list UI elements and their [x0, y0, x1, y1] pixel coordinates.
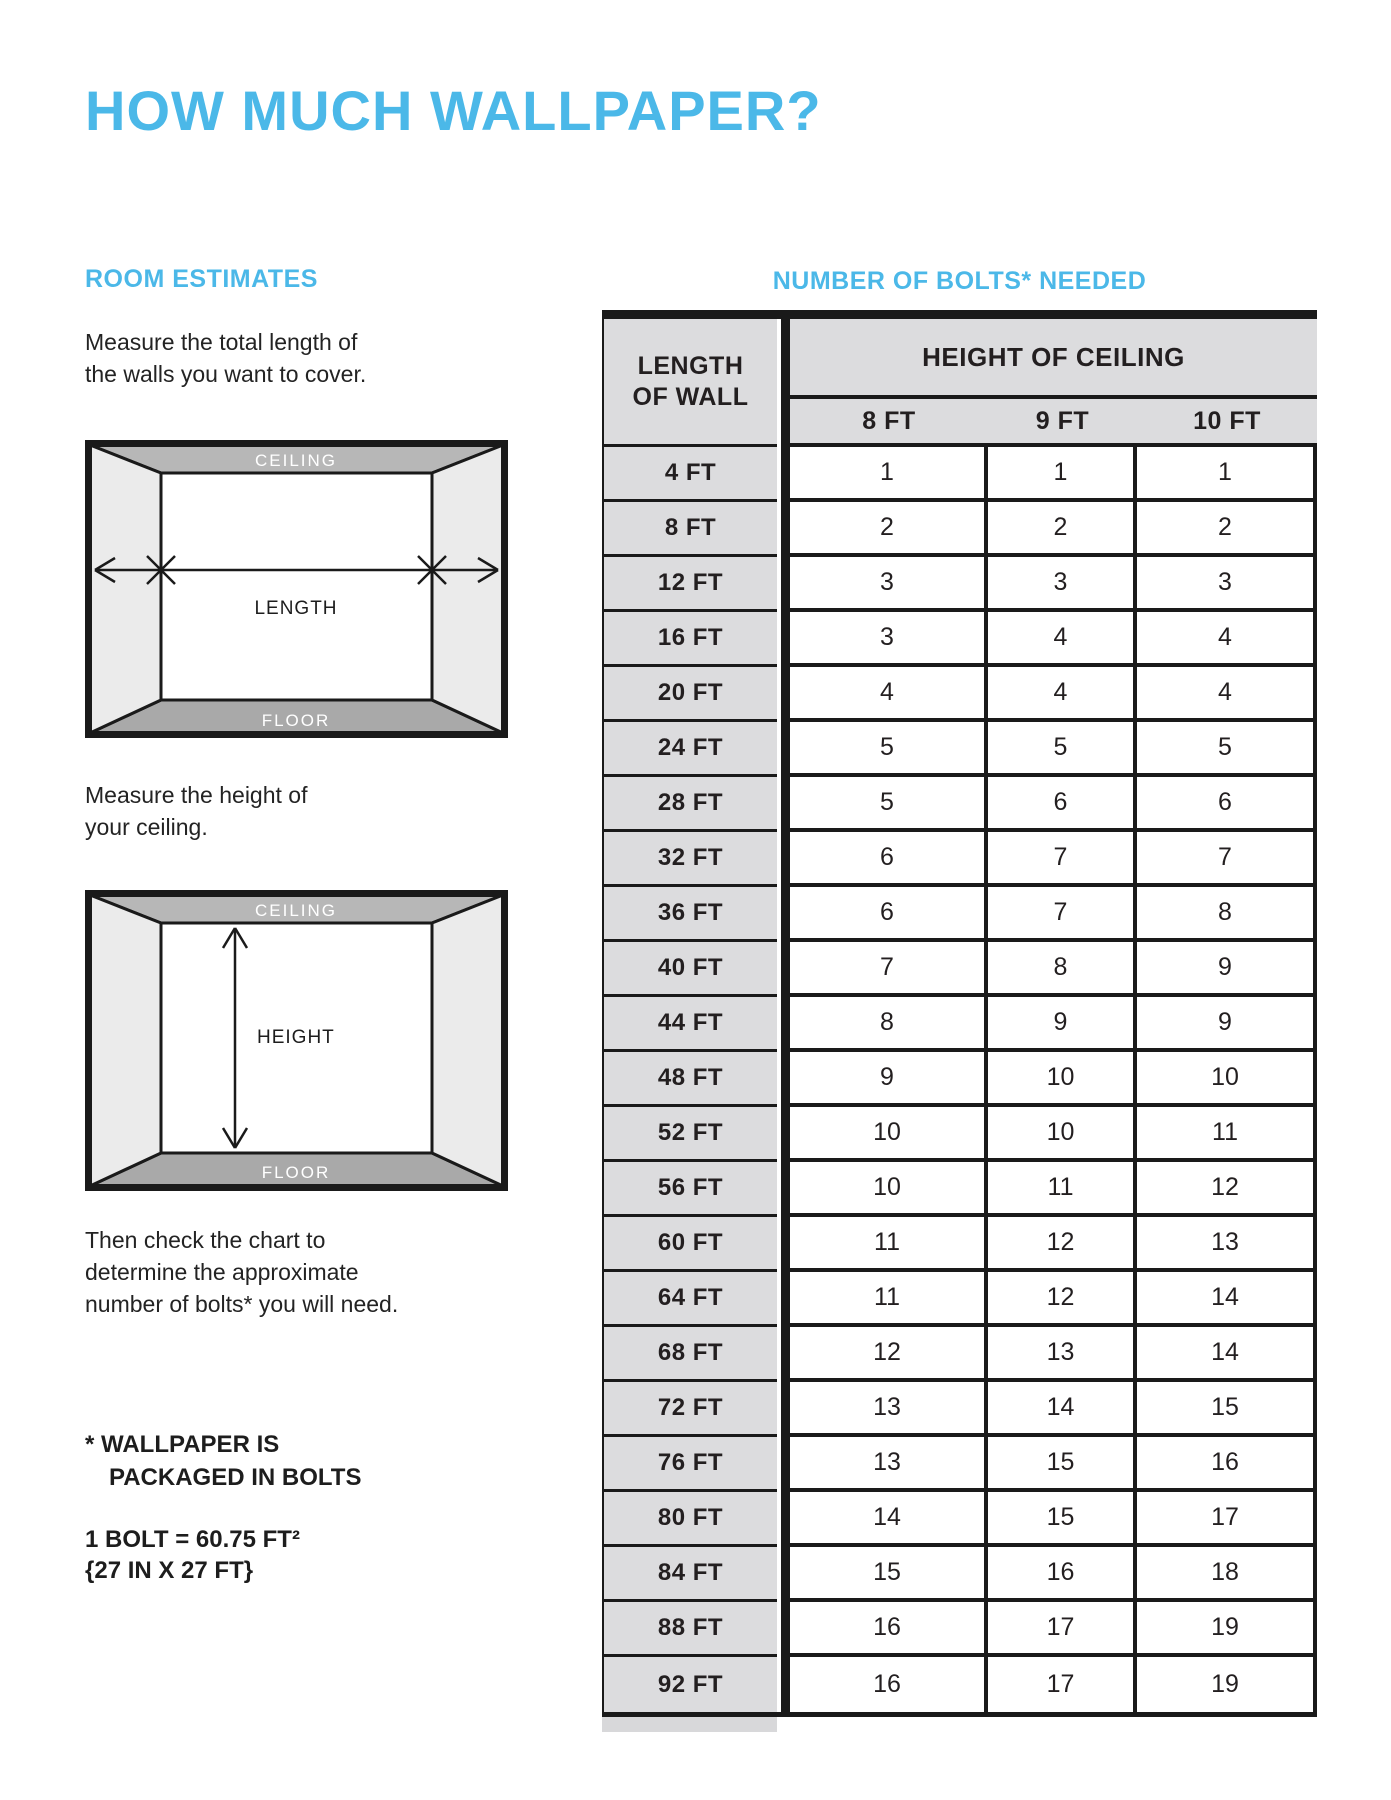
bolt-count-cell: 2 — [1137, 502, 1317, 553]
bolt-count-cell: 12 — [1137, 1162, 1317, 1213]
bolt-count-cell: 13 — [1137, 1217, 1317, 1268]
bolt-count-cell: 19 — [1137, 1657, 1317, 1712]
table-row — [790, 1217, 1317, 1272]
floor-label: FLOOR — [261, 1163, 331, 1182]
bolt-count-cell: 11 — [1137, 1107, 1317, 1158]
wall-length-cell: 48 FT — [602, 1052, 777, 1107]
bolt-count-cell: 4 — [988, 612, 1137, 663]
bolt-count-cell: 13 — [988, 1327, 1137, 1378]
bolt-count-cell: 6 — [790, 887, 988, 938]
bolt-count-cell: 10 — [790, 1162, 988, 1213]
table-row — [790, 1327, 1317, 1382]
table-row — [790, 502, 1317, 557]
bolt-count-cell: 3 — [790, 612, 988, 663]
bolt-count-cell: 3 — [790, 557, 988, 608]
room-estimates-heading: ROOM ESTIMATES — [85, 265, 318, 293]
bolt-count-cell: 2 — [790, 502, 988, 553]
bolt-count-cell: 17 — [1137, 1492, 1317, 1543]
wall-length-cell: 60 FT — [602, 1217, 777, 1272]
paragraph-line: your ceiling. — [85, 814, 208, 840]
bolt-count-cell: 15 — [988, 1437, 1137, 1488]
table-top-border — [602, 310, 1317, 319]
bolt-count-cell: 4 — [1137, 612, 1317, 663]
table-row — [790, 1547, 1317, 1602]
paragraph-line: determine the approximate — [85, 1259, 359, 1285]
bolt-count-cell: 11 — [988, 1162, 1137, 1213]
wall-length-cell: 28 FT — [602, 777, 777, 832]
bolt-count-cell: 17 — [988, 1602, 1137, 1653]
length-label: LENGTH — [254, 598, 338, 619]
back-wall — [161, 473, 432, 700]
wall-length-column — [602, 319, 777, 1712]
wall-length-cell: 20 FT — [602, 667, 777, 722]
bolt-count-cell: 13 — [790, 1382, 988, 1433]
bolt-count-cell: 16 — [790, 1657, 988, 1712]
wall-length-cell: 56 FT — [602, 1162, 777, 1217]
bolt-count-cell: 15 — [988, 1492, 1137, 1543]
bolt-count-cell: 8 — [790, 997, 988, 1048]
bolt-count-cell: 9 — [1137, 997, 1317, 1048]
left-wall — [90, 445, 161, 733]
bolt-count-cell: 1 — [790, 447, 988, 498]
table-row — [790, 777, 1317, 832]
wall-length-cell: 12 FT — [602, 557, 777, 612]
paragraph-line: the walls you want to cover. — [85, 361, 367, 387]
wall-length-cell: 84 FT — [602, 1547, 777, 1602]
table-row — [790, 1107, 1317, 1162]
bolts-table-heading: NUMBER OF BOLTS* NEEDED — [772, 267, 1147, 295]
wall-length-cell: 76 FT — [602, 1437, 777, 1492]
bolt-count-cell: 14 — [790, 1492, 988, 1543]
bolt-count-cell: 5 — [988, 722, 1137, 773]
bolt-count-cell: 15 — [790, 1547, 988, 1598]
wall-length-cell: 52 FT — [602, 1107, 777, 1162]
wall-length-cell: 36 FT — [602, 887, 777, 942]
wall-length-cell: 4 FT — [602, 447, 777, 502]
ceiling-height-group-header: HEIGHT OF CEILING — [790, 319, 1317, 399]
bolt-count-cell: 12 — [988, 1217, 1137, 1268]
bolt-count-cell: 8 — [988, 942, 1137, 993]
bolt-count-cell: 7 — [988, 832, 1137, 883]
bolts-table — [602, 310, 1317, 1732]
bolt-count-cell: 10 — [1137, 1052, 1317, 1103]
bolt-count-cell: 5 — [790, 777, 988, 828]
bolt-count-cell: 10 — [988, 1052, 1137, 1103]
bolt-count-cell: 6 — [1137, 777, 1317, 828]
table-cropped-row-stub — [602, 1717, 777, 1732]
bolt-count-cell: 3 — [1137, 557, 1317, 608]
table-row — [790, 1602, 1317, 1657]
bolt-count-cell: 14 — [1137, 1272, 1317, 1323]
footnote-line: * WALLPAPER IS — [85, 1431, 280, 1458]
bolt-count-cell: 7 — [790, 942, 988, 993]
wall-length-cell: 40 FT — [602, 942, 777, 997]
bolt-count-cell: 5 — [790, 722, 988, 773]
table-row — [790, 942, 1317, 997]
wall-length-cell: 64 FT — [602, 1272, 777, 1327]
table-row — [790, 887, 1317, 942]
bolt-equation — [85, 1524, 300, 1586]
table-row — [790, 1657, 1317, 1712]
measure-height-paragraph — [85, 779, 307, 843]
bolt-count-cell: 16 — [790, 1602, 988, 1653]
footnote-line: PACKAGED IN BOLTS — [109, 1464, 362, 1491]
room-length-diagram — [85, 440, 508, 738]
wall-length-header — [602, 319, 777, 447]
paragraph-line: Then check the chart to — [85, 1227, 326, 1253]
table-row — [790, 612, 1317, 667]
wall-length-cell: 80 FT — [602, 1492, 777, 1547]
bolt-count-cell: 14 — [988, 1382, 1137, 1433]
measure-length-paragraph — [85, 326, 366, 390]
bolt-count-cell: 1 — [1137, 447, 1317, 498]
wall-length-header-line: OF WALL — [632, 382, 749, 411]
table-row — [790, 997, 1317, 1052]
wall-length-cell: 8 FT — [602, 502, 777, 557]
ceiling-label: CEILING — [254, 451, 338, 470]
wall-length-cell: 44 FT — [602, 997, 777, 1052]
bolt-equation-line: {27 IN X 27 FT} — [85, 1557, 254, 1584]
bolt-count-cell: 14 — [1137, 1327, 1317, 1378]
bolt-count-cell: 10 — [790, 1107, 988, 1158]
table-row — [790, 1052, 1317, 1107]
bolt-count-cell: 15 — [1137, 1382, 1317, 1433]
bolt-values-area — [790, 319, 1317, 1712]
bolt-count-cell: 16 — [1137, 1437, 1317, 1488]
bolt-count-cell: 9 — [790, 1052, 988, 1103]
bolt-count-cell: 5 — [1137, 722, 1317, 773]
wall-length-header-line: LENGTH — [637, 351, 744, 380]
bolt-count-cell: 4 — [1137, 667, 1317, 718]
table-row — [790, 1382, 1317, 1437]
bolt-count-cell: 9 — [988, 997, 1137, 1048]
ceiling-height-column-headers — [790, 399, 1317, 447]
left-wall — [90, 895, 161, 1186]
table-row — [790, 1162, 1317, 1217]
right-wall — [432, 445, 503, 733]
wall-length-cell: 16 FT — [602, 612, 777, 667]
bolt-count-cell: 6 — [988, 777, 1137, 828]
bolt-count-cell: 13 — [790, 1437, 988, 1488]
table-row — [790, 447, 1317, 502]
paragraph-line: Measure the height of — [85, 782, 308, 808]
bolt-count-cell: 19 — [1137, 1602, 1317, 1653]
bolt-count-cell: 11 — [790, 1272, 988, 1323]
bolt-equation-line: 1 BOLT = 60.75 FT² — [85, 1526, 300, 1553]
page-title: HOW MUCH WALLPAPER? — [85, 79, 822, 142]
bolt-count-cell: 2 — [988, 502, 1137, 553]
table-row — [790, 667, 1317, 722]
check-chart-paragraph — [85, 1224, 398, 1320]
bolt-count-cell: 7 — [988, 887, 1137, 938]
table-row — [790, 1437, 1317, 1492]
table-row — [790, 1272, 1317, 1327]
table-row — [790, 832, 1317, 887]
table-thick-divider — [781, 319, 790, 1712]
bolt-count-cell: 17 — [988, 1657, 1137, 1712]
table-row — [790, 1492, 1317, 1547]
room-height-diagram — [85, 890, 508, 1191]
bolt-count-cell: 12 — [988, 1272, 1137, 1323]
paragraph-line: Measure the total length of — [85, 329, 358, 355]
height-label: HEIGHT — [257, 1027, 335, 1048]
column-header-9ft: 9 FT — [1035, 406, 1090, 435]
wall-length-cell: 68 FT — [602, 1327, 777, 1382]
column-header-10ft: 10 FT — [1193, 406, 1261, 435]
ceiling-label: CEILING — [254, 901, 338, 920]
bolt-count-cell: 6 — [790, 832, 988, 883]
bolt-count-cell: 4 — [988, 667, 1137, 718]
paragraph-line: number of bolts* you will need. — [85, 1291, 399, 1317]
bolt-count-cell: 18 — [1137, 1547, 1317, 1598]
bolt-count-cell: 3 — [988, 557, 1137, 608]
wall-length-cell: 72 FT — [602, 1382, 777, 1437]
bolt-count-cell: 11 — [790, 1217, 988, 1268]
column-header-8ft: 8 FT — [862, 406, 916, 435]
floor-label: FLOOR — [261, 711, 331, 730]
bolt-count-cell: 4 — [790, 667, 988, 718]
table-row — [790, 722, 1317, 777]
bolt-count-cell: 10 — [988, 1107, 1137, 1158]
wall-length-cell: 24 FT — [602, 722, 777, 777]
bolt-count-cell: 9 — [1137, 942, 1317, 993]
bolt-count-cell: 7 — [1137, 832, 1317, 883]
bolt-count-cell: 1 — [988, 447, 1137, 498]
table-row — [790, 557, 1317, 612]
wall-length-cell: 88 FT — [602, 1602, 777, 1657]
right-wall — [432, 895, 503, 1186]
bolt-count-cell: 16 — [988, 1547, 1137, 1598]
bolt-count-cell: 12 — [790, 1327, 988, 1378]
bolts-footnote — [85, 1428, 361, 1494]
wall-length-cell: 92 FT — [602, 1657, 777, 1712]
wall-length-cell: 32 FT — [602, 832, 777, 887]
bolt-count-cell: 8 — [1137, 887, 1317, 938]
